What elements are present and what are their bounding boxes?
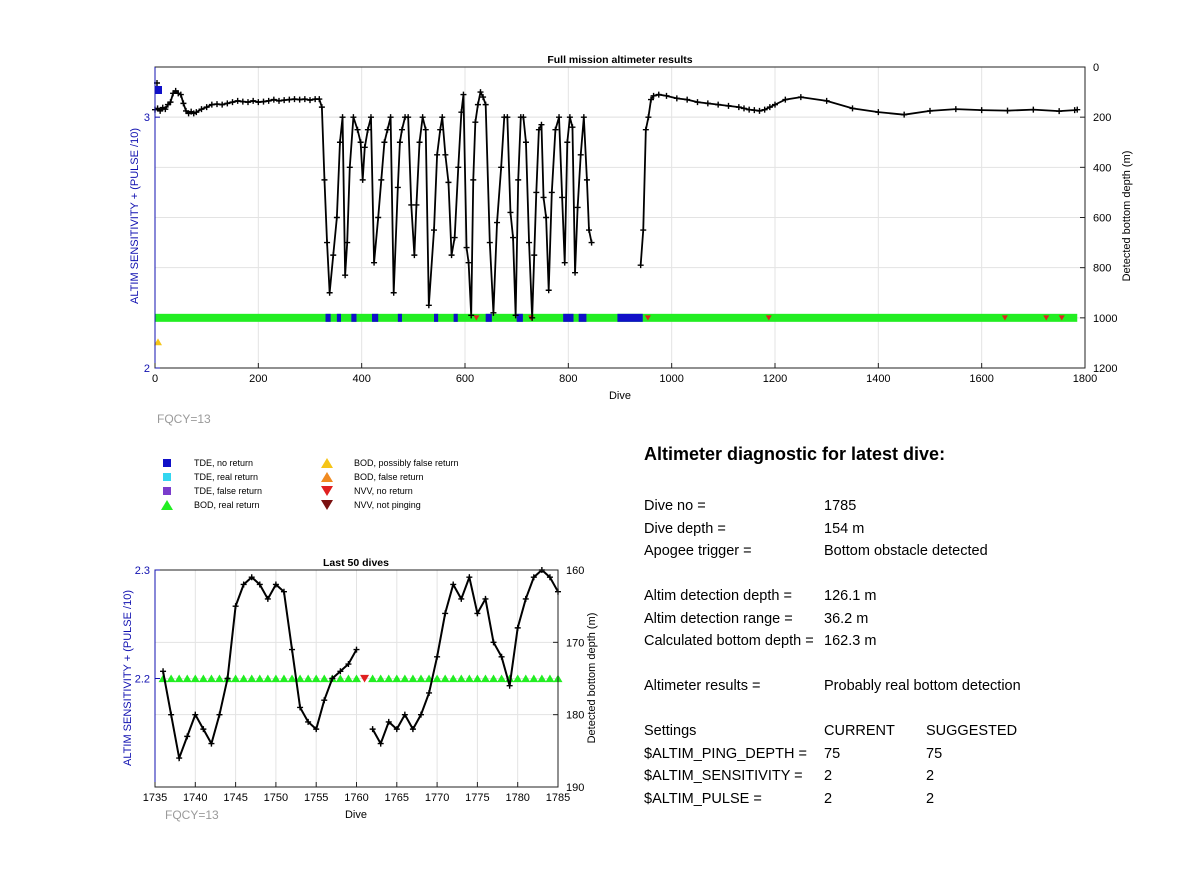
depth-point [515, 625, 521, 631]
depth-point [746, 107, 752, 113]
depth-point [281, 97, 287, 103]
depth-point [371, 260, 377, 266]
depth-point [245, 99, 251, 105]
x-tick-label: 1750 [263, 792, 289, 804]
y2-tick-label: 1000 [1093, 312, 1118, 325]
depth-point [543, 215, 549, 221]
apogee-label: Apogee trigger = [644, 543, 752, 559]
depth-point [342, 272, 348, 278]
depth-point [927, 108, 933, 114]
depth-point [515, 177, 521, 183]
bottom-y-axis-label: ALTIM SENSITIVITY + (PULSE /10) [122, 590, 134, 766]
depth-point [334, 215, 340, 221]
tde-no-return-marker [579, 314, 587, 322]
darkred-triangle-down-icon [320, 500, 334, 510]
x-tick-label: 1775 [465, 792, 490, 804]
x-tick-label: 1745 [223, 792, 248, 804]
top-y-axis-label: ALTIM SENSITIVITY + (PULSE /10) [129, 128, 141, 304]
legend-label: BOD, possibly false return [354, 458, 459, 468]
depth-point [475, 102, 481, 108]
depth-point [413, 202, 419, 208]
depth-point [504, 114, 510, 120]
setting-row-ping-depth [644, 743, 1164, 766]
depth-point [319, 104, 325, 110]
depth-series-line [373, 570, 558, 744]
depth-point [736, 104, 742, 110]
legend-item-bod-real-return [160, 500, 260, 510]
depth-point [411, 252, 417, 258]
depth-point [559, 194, 565, 200]
dive-depth-value: 154 m [824, 520, 865, 537]
bottom-axes [135, 565, 585, 804]
setting-suggested: 2 [926, 790, 935, 807]
top-x-axis-label: Dive [608, 390, 632, 402]
top-chart-title: Full mission altimeter results [547, 54, 693, 66]
dive-depth-row [644, 518, 1164, 541]
depth-point [224, 100, 230, 106]
depth-point [645, 114, 651, 120]
purple-square-icon [160, 486, 174, 496]
depth-point [324, 240, 330, 246]
calc-depth-row [644, 630, 1164, 653]
tde-no-return-marker [454, 314, 458, 322]
depth-point [355, 127, 361, 133]
x-tick-label: 1755 [303, 792, 329, 804]
depth-point [434, 152, 440, 158]
dive-no-value: 1785 [824, 498, 857, 514]
depth-point [375, 215, 381, 221]
depth-point [586, 227, 592, 233]
depth-point [751, 107, 757, 113]
depth-point [302, 96, 308, 102]
depth-point [360, 177, 366, 183]
depth-point [569, 124, 575, 130]
legend-label: NVV, no return [354, 486, 413, 496]
legend-label: BOD, false return [354, 472, 424, 482]
depth-point [362, 144, 368, 150]
depth-point [388, 114, 394, 120]
diagnostic-title: Altimeter diagnostic for latest dive: [644, 444, 946, 464]
depth-point [408, 202, 414, 208]
depth-point [276, 98, 282, 104]
x-tick-label: 600 [455, 373, 475, 385]
depth-point [494, 220, 500, 226]
depth-point [464, 245, 470, 251]
y2-tick-label: 160 [566, 565, 585, 577]
setting-name: $ALTIM_PING_DEPTH = [644, 745, 807, 762]
legend-item-nvv-no-return [320, 486, 413, 496]
yellow-triangle-icon [320, 458, 334, 468]
blue-square-icon [160, 458, 174, 468]
depth-point [552, 127, 558, 133]
depth-point [1005, 108, 1011, 114]
x-tick-label: 1760 [344, 792, 369, 804]
depth-point [523, 596, 529, 602]
depth-point [705, 100, 711, 106]
depth-point [297, 97, 303, 103]
depth-point [455, 164, 461, 170]
setting-current: 2 [824, 768, 833, 784]
top-fqcy-label: FQCY=13 [157, 412, 211, 426]
tde-no-return-marker [617, 314, 642, 322]
diagnostic-panel [644, 444, 1164, 810]
x-tick-label: 1785 [545, 792, 571, 804]
legend-label: TDE, real return [194, 472, 259, 482]
depth-point [581, 114, 587, 120]
depth-point [726, 103, 732, 109]
tde-no-return-marker [434, 314, 438, 322]
depth-point [466, 574, 472, 580]
depth-point [385, 127, 391, 133]
results-row [644, 675, 1164, 698]
depth-point [684, 97, 690, 103]
orange-triangle-icon [320, 472, 334, 482]
depth-point [378, 177, 384, 183]
dive-no-label: Dive no = [644, 498, 706, 514]
results-value: Probably real bottom detection [824, 678, 1021, 694]
depth-point [168, 712, 174, 718]
cyan-square-icon [160, 472, 174, 482]
suggested-header: SUGGESTED [926, 723, 1018, 739]
depth-point [798, 94, 804, 100]
legend-item-tde-no-return [160, 458, 253, 468]
depth-point [391, 290, 397, 296]
depth-point [507, 683, 513, 689]
altim-range-value: 36.2 m [824, 610, 869, 627]
depth-point [643, 127, 649, 133]
depth-point [507, 209, 513, 215]
depth-point [230, 99, 236, 105]
settings-header-row [644, 720, 1164, 743]
altim-depth-value: 126.1 m [824, 588, 877, 604]
depth-point [286, 97, 292, 103]
depth-point [209, 102, 215, 108]
depth-point [184, 733, 190, 739]
depth-point [442, 152, 448, 158]
depth-point [466, 260, 472, 266]
x-tick-label: 1200 [762, 373, 788, 385]
depth-point [271, 97, 277, 103]
altim-range-row [644, 608, 1164, 631]
red-triangle-down-icon [320, 486, 334, 496]
depth-point [564, 139, 570, 145]
depth-point [216, 712, 222, 718]
depth-point [531, 252, 537, 258]
current-header: CURRENT [824, 723, 895, 739]
tde-no-return-marker [326, 314, 331, 322]
depth-point [358, 139, 364, 145]
setting-current: 2 [824, 790, 833, 807]
depth-point [321, 697, 327, 703]
top-y2-axis-label: Detected bottom depth (m) [1121, 150, 1133, 282]
depth-point [321, 177, 327, 183]
depth-point [452, 235, 458, 241]
calc-depth-label: Calculated bottom depth = [644, 633, 814, 649]
settings-header: Settings [644, 723, 697, 739]
legend [160, 458, 500, 518]
x-tick-label: 1765 [384, 792, 410, 804]
depth-point [327, 290, 333, 296]
x-tick-label: 1600 [969, 373, 994, 385]
depth-point [439, 114, 445, 120]
depth-point [562, 260, 568, 266]
depth-point [715, 102, 721, 108]
depth-point [214, 101, 220, 107]
depth-point [261, 99, 267, 105]
legend-label: TDE, false return [194, 486, 263, 496]
legend-item-tde-real-return [160, 472, 258, 482]
depth-point [674, 95, 680, 101]
x-tick-label: 1780 [505, 792, 530, 804]
bottom-chart-title: Last 50 dives [323, 557, 389, 569]
depth-point [483, 102, 489, 108]
depth-point [767, 104, 773, 110]
depth-point [533, 189, 539, 195]
y2-tick-label: 190 [566, 782, 585, 794]
tde-no-return-marker [337, 314, 341, 322]
depth-point [850, 105, 856, 111]
depth-point [405, 114, 411, 120]
depth-point [347, 164, 353, 170]
depth-point [235, 98, 241, 104]
altim-depth-row [644, 585, 1164, 608]
depth-point [526, 240, 532, 246]
y2-tick-label: 180 [566, 709, 585, 722]
depth-point [397, 139, 403, 145]
depth-point [549, 189, 555, 195]
results-label: Altimeter results = [644, 678, 761, 694]
calc-depth-value: 162.3 m [824, 633, 877, 649]
depth-point [584, 177, 590, 183]
x-tick-label: 400 [352, 373, 371, 385]
top-series [152, 80, 1080, 345]
depth-point [426, 690, 432, 696]
depth-point [420, 114, 426, 120]
depth-point [289, 647, 295, 653]
legend-item-nvv-not-pinging [320, 500, 421, 510]
y2-tick-label: 200 [1093, 112, 1112, 125]
legend-item-bod-possibly-false [320, 458, 459, 468]
x-tick-label: 1800 [1072, 373, 1098, 385]
dive-no-row [644, 495, 1164, 518]
tde-no-return-marker [351, 314, 356, 322]
apogee-value: Bottom obstacle detected [824, 543, 988, 559]
depth-point [741, 105, 747, 111]
depth-point [240, 99, 246, 105]
depth-point [266, 98, 272, 104]
bottom-x-axis-label: Dive [344, 809, 368, 821]
x-tick-label: 0 [151, 373, 159, 385]
depth-point [417, 139, 423, 145]
altim-range-label: Altim detection range = [644, 610, 793, 627]
setting-suggested: 75 [926, 745, 943, 762]
setting-suggested: 2 [926, 768, 935, 784]
depth-point [1030, 107, 1036, 113]
depth-point [664, 93, 670, 99]
x-tick-label: 800 [559, 373, 578, 385]
depth-point [567, 114, 573, 120]
depth-point [219, 102, 225, 108]
y2-tick-label: 170 [566, 637, 585, 650]
depth-series-line [155, 91, 1077, 318]
depth-point [426, 302, 432, 308]
setting-row-pulse [644, 788, 1164, 811]
dive-depth-label: Dive depth = [644, 520, 726, 537]
depth-point [762, 107, 768, 113]
depth-point [233, 603, 239, 609]
legend-item-bod-false-return [320, 472, 424, 482]
bod-real-return-band [155, 314, 1077, 322]
y-tick-label: 2 [143, 363, 150, 375]
depth-point [757, 108, 763, 114]
tde-no-return-marker [398, 314, 402, 322]
depth-point [176, 755, 182, 761]
x-tick-label: 200 [249, 373, 268, 385]
depth-point [824, 98, 830, 104]
legend-label: NVV, not pinging [354, 500, 421, 510]
depth-point [470, 177, 476, 183]
depth-point [431, 227, 437, 233]
y2-tick-label: 400 [1093, 162, 1112, 175]
depth-point [772, 102, 778, 108]
legend-label: BOD, real return [194, 500, 260, 510]
tde-no-return-marker [155, 86, 162, 94]
depth-point [510, 235, 516, 241]
x-tick-label: 1740 [183, 792, 208, 804]
depth-point [953, 106, 959, 112]
setting-name: $ALTIM_SENSITIVITY = [644, 768, 803, 784]
apogee-row [644, 540, 1164, 563]
bottom-series [159, 567, 563, 761]
green-triangle-icon [160, 500, 174, 510]
depth-point [381, 139, 387, 145]
y-tick-label: 2.3 [134, 565, 150, 577]
depth-point [423, 127, 429, 133]
setting-current: 75 [824, 745, 841, 762]
depth-point [442, 610, 448, 616]
legend-label: TDE, no return [194, 458, 254, 468]
depth-point [350, 114, 356, 120]
depth-point [399, 127, 405, 133]
depth-point [979, 107, 985, 113]
depth-point [498, 164, 504, 170]
depth-point [204, 104, 210, 110]
tde-no-return-marker [372, 314, 378, 322]
y2-tick-label: 1200 [1093, 363, 1118, 375]
depth-point [589, 240, 595, 246]
x-tick-label: 1000 [659, 373, 684, 385]
depth-point [368, 114, 374, 120]
x-tick-label: 1400 [866, 373, 891, 385]
depth-point [487, 240, 493, 246]
y2-tick-label: 800 [1093, 262, 1112, 275]
setting-row-sensitivity [644, 765, 1164, 788]
depth-point [434, 654, 440, 660]
depth-point [1056, 108, 1062, 114]
depth-point [292, 96, 298, 102]
bottom-fqcy-label: FQCY=13 [165, 808, 219, 822]
tde-no-return-marker [486, 314, 492, 322]
depth-point [782, 97, 788, 103]
depth-point [556, 114, 562, 120]
depth-point [365, 127, 371, 133]
depth-point [572, 270, 578, 276]
depth-point [695, 99, 701, 105]
depth-point [575, 204, 581, 210]
depth-point [330, 252, 336, 258]
y-tick-label: 3 [143, 112, 150, 125]
depth-point [640, 227, 646, 233]
depth-point [316, 96, 322, 102]
y2-tick-label: 600 [1093, 212, 1112, 225]
depth-point [656, 92, 662, 98]
depth-series-line [163, 577, 356, 758]
depth-point [472, 119, 478, 125]
depth-point [875, 109, 881, 115]
bottom-y2-axis-label: Detected bottom depth (m) [586, 612, 598, 744]
x-tick-label: 1770 [424, 792, 450, 804]
top-grid [155, 67, 1085, 368]
depth-point [541, 194, 547, 200]
depth-point [460, 92, 466, 98]
tde-no-return-marker [563, 314, 573, 322]
depth-point [160, 668, 166, 674]
y2-tick-label: 0 [1093, 62, 1100, 74]
depth-point [546, 287, 552, 293]
depth-point [255, 99, 261, 105]
depth-point [445, 179, 451, 185]
legend-item-tde-false-return [160, 486, 262, 496]
depth-point [578, 152, 584, 158]
altim-depth-label: Altim detection depth = [644, 588, 792, 604]
depth-point [307, 97, 313, 103]
depth-point [449, 252, 455, 258]
x-tick-label: 1735 [142, 792, 168, 804]
depth-point [340, 114, 346, 120]
depth-point [250, 98, 256, 104]
depth-point [180, 100, 186, 106]
setting-name: $ALTIM_PULSE = [644, 790, 762, 807]
depth-point [395, 184, 401, 190]
y-tick-label: 2.2 [134, 673, 150, 686]
depth-point [523, 139, 529, 145]
